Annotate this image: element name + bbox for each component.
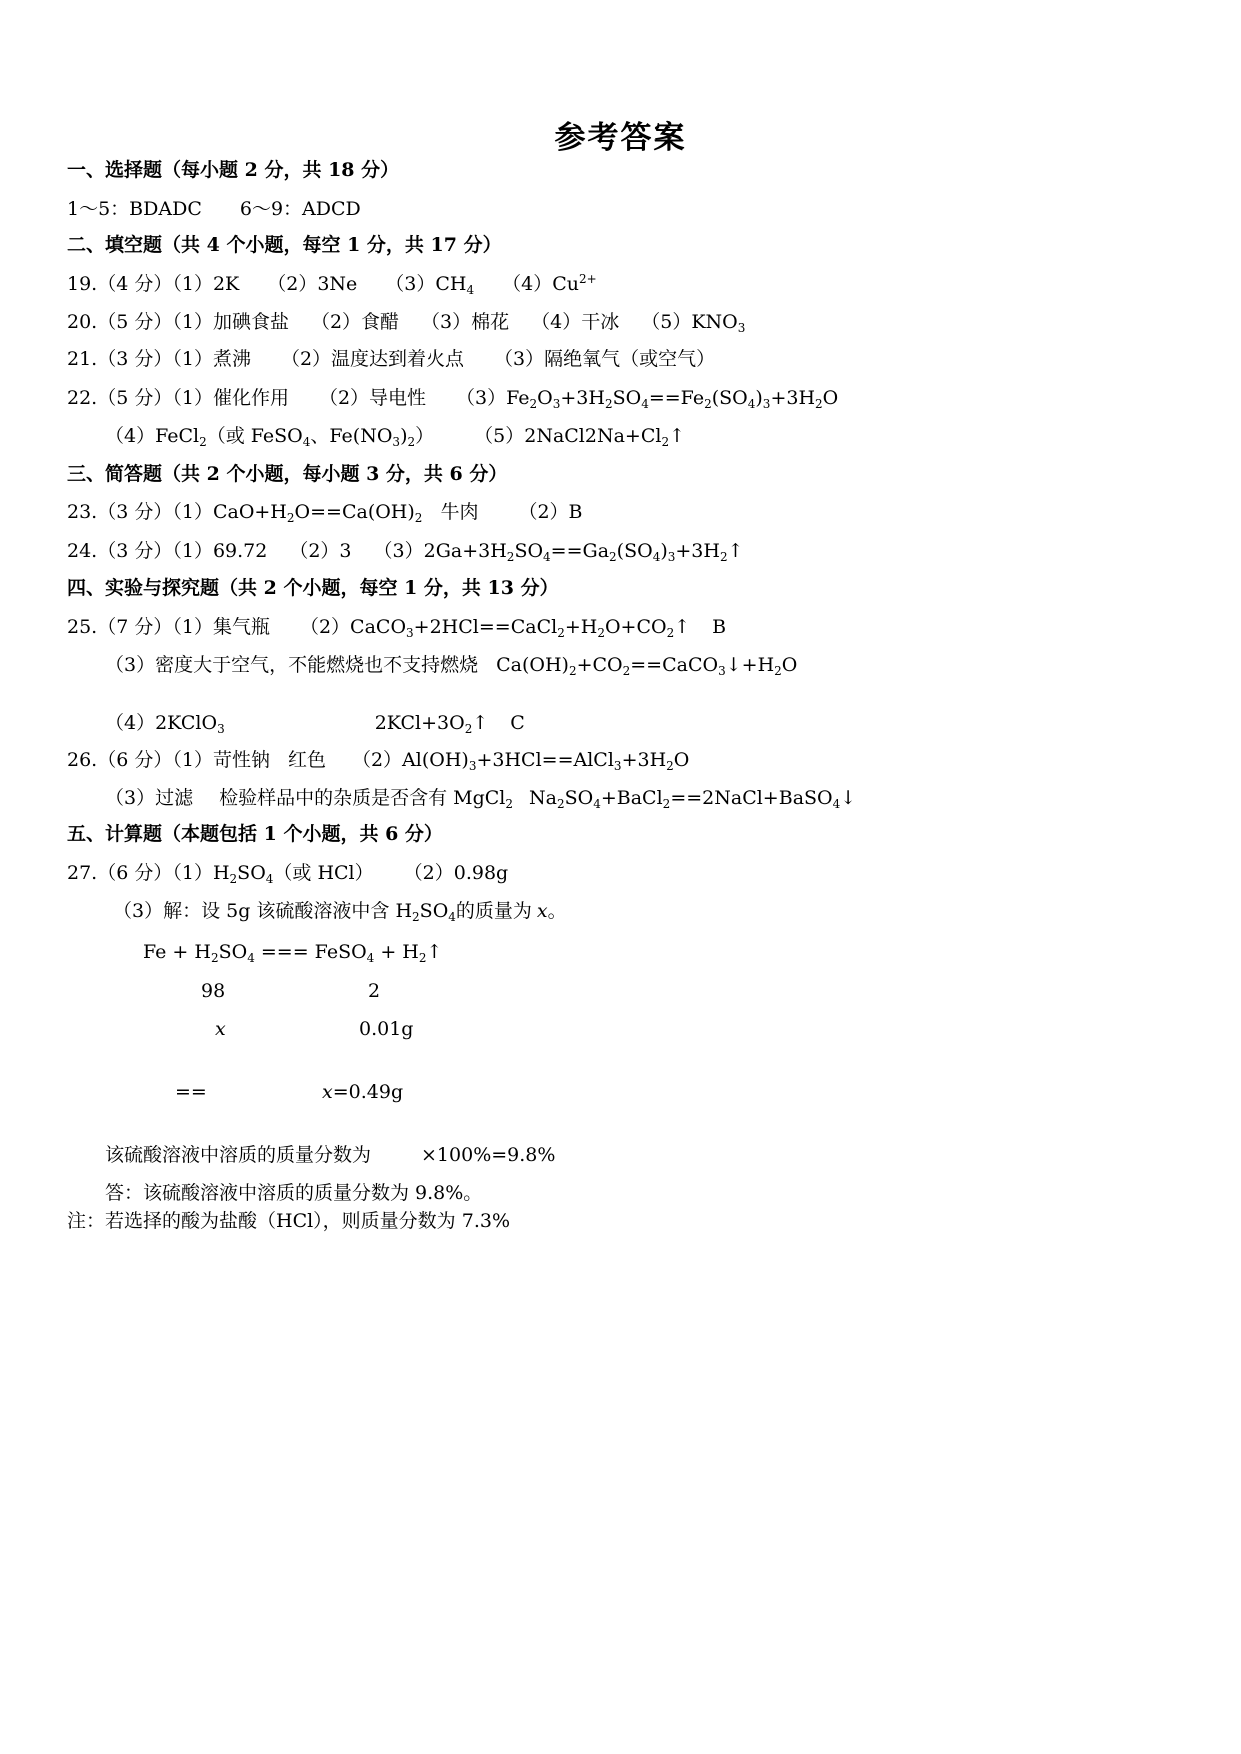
q1-5-answer: 1～5：BDADC	[67, 198, 202, 220]
q27-solution-intro: （3）解：设 5g 该硫酸溶液中含 $H_2SO_4$的质量为 x。	[113, 900, 567, 924]
q26-answer-line1: 26.（6 分）（1）苛性钠 红色 $(2)Al(OH)_3+3HCl==AlCl_3+3H_2O$	[67, 749, 690, 773]
section-3-heading: 三、简答题（共 2 个小题，每小题 3 分，共 6 分）	[67, 463, 508, 485]
section-2-heading: 二、填空题（共 4 个小题，每空 1 分，共 17 分）	[67, 234, 502, 256]
q27-result: x=0.49g	[322, 1081, 404, 1103]
q27-unknown-x: x	[215, 1018, 226, 1040]
q27-mass-001g: 0.01g	[359, 1018, 414, 1040]
q22-answer-line2: （4）FeCl$_2$（或 FeSO$_4$、$Fe(NO_3)_2$） $(5)2NaCl2Na+Cl_2↑$	[105, 425, 686, 449]
page-title: 参考答案	[554, 120, 687, 156]
q20-answer: 20.（5 分）（1）加碘食盐 （2）食醋 （3）棉花 （4）干冰 $(5)KNO_3$	[67, 311, 746, 335]
section-5-heading: 五、计算题（本题包括 1 个小题，共 6 分）	[67, 823, 443, 845]
q22-answer-line1: 22.（5 分）（1）催化作用 （2）导电性 $(3)Fe_2O_3+3H_2SO_4==Fe_2(SO_4)_3+3H_2O$	[67, 387, 839, 411]
q6-9-answer: 6～9：ADCD	[239, 198, 361, 220]
q27-fraction-line: 该硫酸溶液中溶质的质量分数为 ×100%=9.8%	[105, 1144, 556, 1166]
q26-answer-line2: （3）过滤 检验样品中的杂质是否含有 MgCl$_2$ $Na_2SO_4+BaCl_2==2NaCl+BaSO_4↓$	[105, 787, 857, 811]
q23-answer: 23.（3 分）$(1)CaO+H_2O==Ca(OH)_2$ 牛肉 （2）B	[67, 501, 583, 525]
q21-answer: 21.（3 分）（1）煮沸 （2）温度达到着火点 （3）隔绝氧气（或空气）	[67, 348, 716, 370]
section-1-heading: 一、选择题（每小题 2 分，共 18 分）	[67, 159, 400, 181]
q27-equation: $Fe + H_2SO_4$ === FeSO$_4$ + $H_2↑$	[143, 941, 443, 965]
section-4-heading: 四、实验与探究题（共 2 个小题，每空 1 分，共 13 分）	[67, 577, 559, 599]
q25-answer-line1: 25.（7 分）（1）集气瓶 $(2)CaCO_3+2HCl==CaCl_2+H_2O+CO_2↑$ B	[67, 616, 727, 640]
q27-answer-line1: 27.（6 分）$(1)H_2SO_4$（或 HCl） （2）0.98g	[67, 862, 509, 886]
q25-answer-line3: （4）2KClO$_3$ $2KCl+3O_2↑$ C	[105, 712, 525, 736]
q1-9-answers	[67, 197, 361, 221]
q25-answer-line2: （3）密度大于空气，不能燃烧也不支持燃烧 $Ca(OH)_2+CO_2==CaCO_3↓+H_2O$	[105, 654, 798, 678]
note: 注：若选择的酸为盐酸（HCl），则质量分数为 7.3%	[67, 1210, 510, 1232]
q27-ratio-equals: ==	[175, 1081, 207, 1103]
q27-mass-2: 2	[368, 980, 381, 1002]
q27-final-answer: 答：该硫酸溶液中溶质的质量分数为 9.8%。	[105, 1182, 483, 1204]
q19-answer: 19.（4 分）（1）2K （2）3Ne $(3)CH_4$ $(4)Cu^{2+}$	[67, 272, 597, 297]
q27-mass-98: 98	[201, 980, 226, 1002]
q24-answer: 24.（3 分）（1）69.72 （2）3 $(3)2Ga+3H_2SO_4==Ga_2(SO_4)_3+3H_2↑$	[67, 540, 744, 564]
